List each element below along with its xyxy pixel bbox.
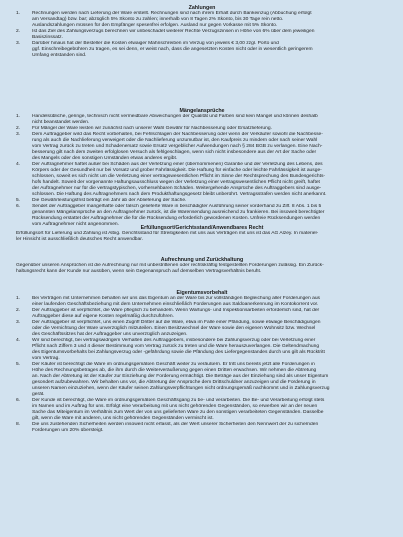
item-text: Dem Auftraggeber wird das Recht vorbehalten, bei Fehlschlagen der Nachbesserung oder wenn der Verkäufer sowohl die Nachbesse- rung als auch die Nachlieferung verweigert oder die Nachlieferung unzumutbar ist, den Kaufpreis zu mindern oder nach seiner Wahl vom Vertrag zurück zu treten und Schadenersatz sowie Ersatz vergeblicher Aufwendungen nach § 284 BGB zu verlangen. Eine Nach- besserung gilt nach dem zweiten erfolglosen Versuch als fehlgeschlagen, wenn sich nicht insbesondere aus der Art der Sache oder des Mangels oder den sonstigen Umständen etwas anderes ergibt. [32, 132, 323, 161]
item-number: 2. [16, 308, 21, 313]
item-number: 1. [16, 114, 21, 119]
section-zahlungen [16, 5, 388, 98]
item-number: 3. [16, 41, 21, 46]
item-number: 1. [16, 296, 21, 301]
list-item [16, 398, 388, 422]
item-text: Die uns zustehenden Sicherheiten werden insoweit nicht erfasst, als der Wert unserer Sicherheiten den Nennwert der zu sichernden Forderungen um 20% übersteigt. [32, 422, 319, 433]
item-number: 4. [16, 338, 21, 343]
section-heading-eigentum: Eigentumsvorbehalt [176, 290, 228, 296]
item-number: 8. [16, 422, 21, 427]
section-erfuellung [16, 225, 388, 248]
item-text: Der Auftraggeber ist verpflichtet, die Ware pfleglich zu behandeln. Wenn Wartungs- und Inspektionsarbeiten erforderlich sind, hat der Auftraggeber diese auf eigene Kosten regelmäßig durchzuführen. [32, 308, 320, 319]
item-text: Darüber hinaus hat der Besteller die Kosten etwaiger Mahnschreiben im Verzug von jeweils € 3,00 zzgl. Porto und ggf. Einschreibegebühren zu tragen, es sei denn, er weist nach, dass die angesetzten Kosten nicht oder in wesentlich geringerem Umfang entstanden sind. [32, 41, 313, 58]
item-text: Der Auftraggeber ist verpflichtet, uns einen Zugriff Dritter auf die Ware, etwa im Falle einer Pfändung, sowie etwaige Beschädigungen oder die Vernichtung der Ware unverzüglich mitzuteilen. Einen Besitzwechsel der Ware sowie den eigenen Wohnsitz bzw. Wechsel des Geschäftssitzes hat der Auftraggeber uns unverzüglich anzuzeigen. [32, 320, 321, 337]
item-text: Die Gewährleistungsfrist beträgt ein Jahr ab der Ablieferung der Sache. [32, 198, 187, 203]
item-text: Ist das Ziel des Zahlungsverzugs berechnen wir unbeschadet weiterer Rechte Verzugszinsen in Höhe von 6% über dem jeweiligen Basiszinssatz. [32, 29, 315, 40]
item-text: Wir sind berechtigt, bei vertragswidrigem Verhalten des Auftraggebers, insbesondere bei Zahlungsverzug oder bei Verletzung einer Pflicht nach Ziffern 3 und 4 dieser Bestimmung vom Vertrag zurück zu treten und die Ware herauszuverlangen. Die Geltendmachung des Eigentumsvorbehalts bei Zahlungsverzug oder -gefährdung sowie die Pfändung des Liefergegenstandes durch uns gilt als Rücktritt vom Vertrag. [32, 338, 325, 361]
item-number: 3. [16, 320, 21, 325]
list-item [16, 362, 388, 398]
item-text: Rechnungen werden nach Lieferung der Ware erstellt. Rechnungen sind nach ihrem Erhalt durch Bankeinzug (Abbuchung erfolgt am Versandtag) bzw. bar; abzüglich 5% Skonto zu zahlen; innerhalb von 8 Tagen 2% Skonto, bis 30 Tage rein netto. Auslandszahlungen müssen für den Empfänger spesenfrei erfolgen. Ausland nur gegen Vorkasse mit 5% Skonto. [32, 11, 312, 28]
item-number: 3. [16, 132, 21, 137]
section-maengel [16, 108, 388, 227]
list-item [16, 29, 388, 41]
item-number: 5. [16, 198, 21, 203]
list-item [16, 338, 388, 362]
section-aufrechnung [16, 257, 388, 281]
list-item [16, 422, 388, 434]
list-item [16, 162, 388, 198]
item-number: 6. [16, 398, 21, 403]
section-heading-aufrechnung: Aufrechnung und Zurückhaltung [160, 257, 244, 263]
list-item [16, 132, 388, 162]
item-text: Der Auftragnehmer haftet außer bei Schäden aus der Verletzung einer (übernommenen) Garantie und der Verletzung des Lebens, des Körpers oder der Gesundheit nur bei Vorsatz und grober Fahrlässigkeit. Die Haftung für einfache oder leichte Fahrlässigkeit ist ausge- schlossen, soweit es sich nicht um die Verletzung einer vertragswesentlichen Pflicht im Sinne der Rechtsprechung des Bundesgerichts- hofs handelt. Soweit der vorgenannte Haftungsausschluss wegen der Verletzung einer vertragswesentlichen Pflicht nicht greift, haftet der Auftragnehmer nur für die vertragstypischen, vorhersehbaren Schäden. Weitergehende Ansprüche des Auftraggebers sind ausge- schlossen. Die Haftung des Auftragnehmers nach dem Produkthaftungsgesetz bleibt unberührt. Vertragsstrafen werden nicht anerkannt. [32, 162, 327, 197]
item-text: Der Käufer ist berechtigt die Ware im ordnungsgemäßen Geschäft weiter zu veräußern. Er tritt uns bereits jetzt alle Forderungen in Höhe des Rechnungsbetrages ab, die ihm durch die Weiterveräußerung gegen einen Dritten erwachsen. Wir nehmen die Abtretung an. Nach der Abtretung ist der Käufer zur Einziehung der Forderung ermächtigt. Die Beträge aus der Einziehung sind als unser Eigentum gesondert aufzubewahren. Wir behalten uns vor, die Abtretung der Ansprüche dem Drittschuldner anzuzeigen und die Forderung in unseren Namen einzuziehen, wenn der Käufer seinen Zahlungsverpflichtungen nicht ordnungsgemäß nachkommt und in Zahlungsverzug gerät. [32, 362, 330, 397]
list-item [16, 11, 388, 29]
section-text-erfuellung: Erfüllungsort für Lieferung und Zahlung ist Albig. Gerichtsstand für Streitigkeiten mit uns aus Verträgen mit uns ist das AG Alzey. In materiel- ler Hinsicht ist ausschließlich deutsches Recht anwendbar. [16, 231, 319, 242]
item-text: Bei Verträgen mit Unternehmen behalten wir uns das Eigentum an der Ware bis zur vollständigen Begleichung aller Forderungen aus einer laufenden Geschäftsbeziehung mit dem Unternehmen einschließlich Forderungen aus Saldoanerkennung im Kontokorrent vor. [32, 296, 320, 307]
item-number: 5. [16, 362, 21, 367]
section-heading-zahlungen: Zahlungen [188, 5, 216, 11]
section-text-aufrechnung: Gegenüber unseren Ansprüchen ist die Aufrechnung nur mit unbestrittenen oder rechtskräftig festgestellten Forderungen zulässig. Ein Zurück- haltungsrecht kann der Kunde nur ausüben, wenn sein Gegenanspruch auf demselben Vertragsverhältnis beruht. [16, 263, 324, 274]
item-text: Handelsübliche, geringe, technisch nicht vermeidbare Abweichungen der Qualität und Farben sind kein Mangel und können deshalb nicht beanstandet werden. [32, 114, 318, 125]
item-number: 4. [16, 162, 21, 167]
item-text: Sendet der Auftraggeber mangelhafte oder falsch gelieferte Ware in beschädigter Ausführung seiner vorderhand zu Ziff. 8 Abs. 1 bis 5 genannten Mängelansprüche an den Auftragnehmer zurück, ist die Warensendung ausreichend zu frankieren. Bei insoweit berechtigter Rücksendung erstattet der Auftragnehmer die für die Rücksendung erforderlich gewordenen Kosten. Unfreie Rücksendungen werden vom Auftragnehmer nicht angenommen. [32, 204, 325, 227]
section-heading-erfuellung: Erfüllungsort/Gerichtsstand/Anwendbares Recht [140, 225, 264, 231]
item-number: 2. [16, 29, 21, 34]
item-text: Für Mängel der Ware leisten wir zunächst nach unserer Wahl Gewähr für Nachbesserung oder Ersatzlieferung. [32, 126, 272, 131]
item-number: 1. [16, 11, 21, 16]
section-eigentum [16, 290, 388, 433]
list-item [16, 114, 388, 126]
list-item [16, 320, 388, 338]
list-item [16, 308, 388, 320]
section-heading-maengel: Mängelansprüche [179, 108, 225, 114]
list-item [16, 296, 388, 308]
item-number: 6. [16, 204, 21, 209]
list-item [16, 41, 388, 59]
item-number: 2. [16, 126, 21, 131]
item-text: Der Kunde ist berechtigt, die Ware im ordnungsgemäßen Geschäftsgang zu be- und verarbeiten. Die Be- und Verarbeitung erfolgt stets im Namen und im Auftrag für uns. Erfolgt eine Verarbeitung mit uns nicht gehörenden Gegenständen, so erwerben wir an der neuen Sache das Miteigentum im Verhältnis zum Wert der von uns gelieferten Ware zu den sonstigen verarbeiteten Gegenständen. Dasselbe gilt, wenn die Ware mit anderen, uns nicht gehörenden Gegenständen vermischt ist. [32, 398, 325, 421]
terms-page [0, 5, 403, 537]
